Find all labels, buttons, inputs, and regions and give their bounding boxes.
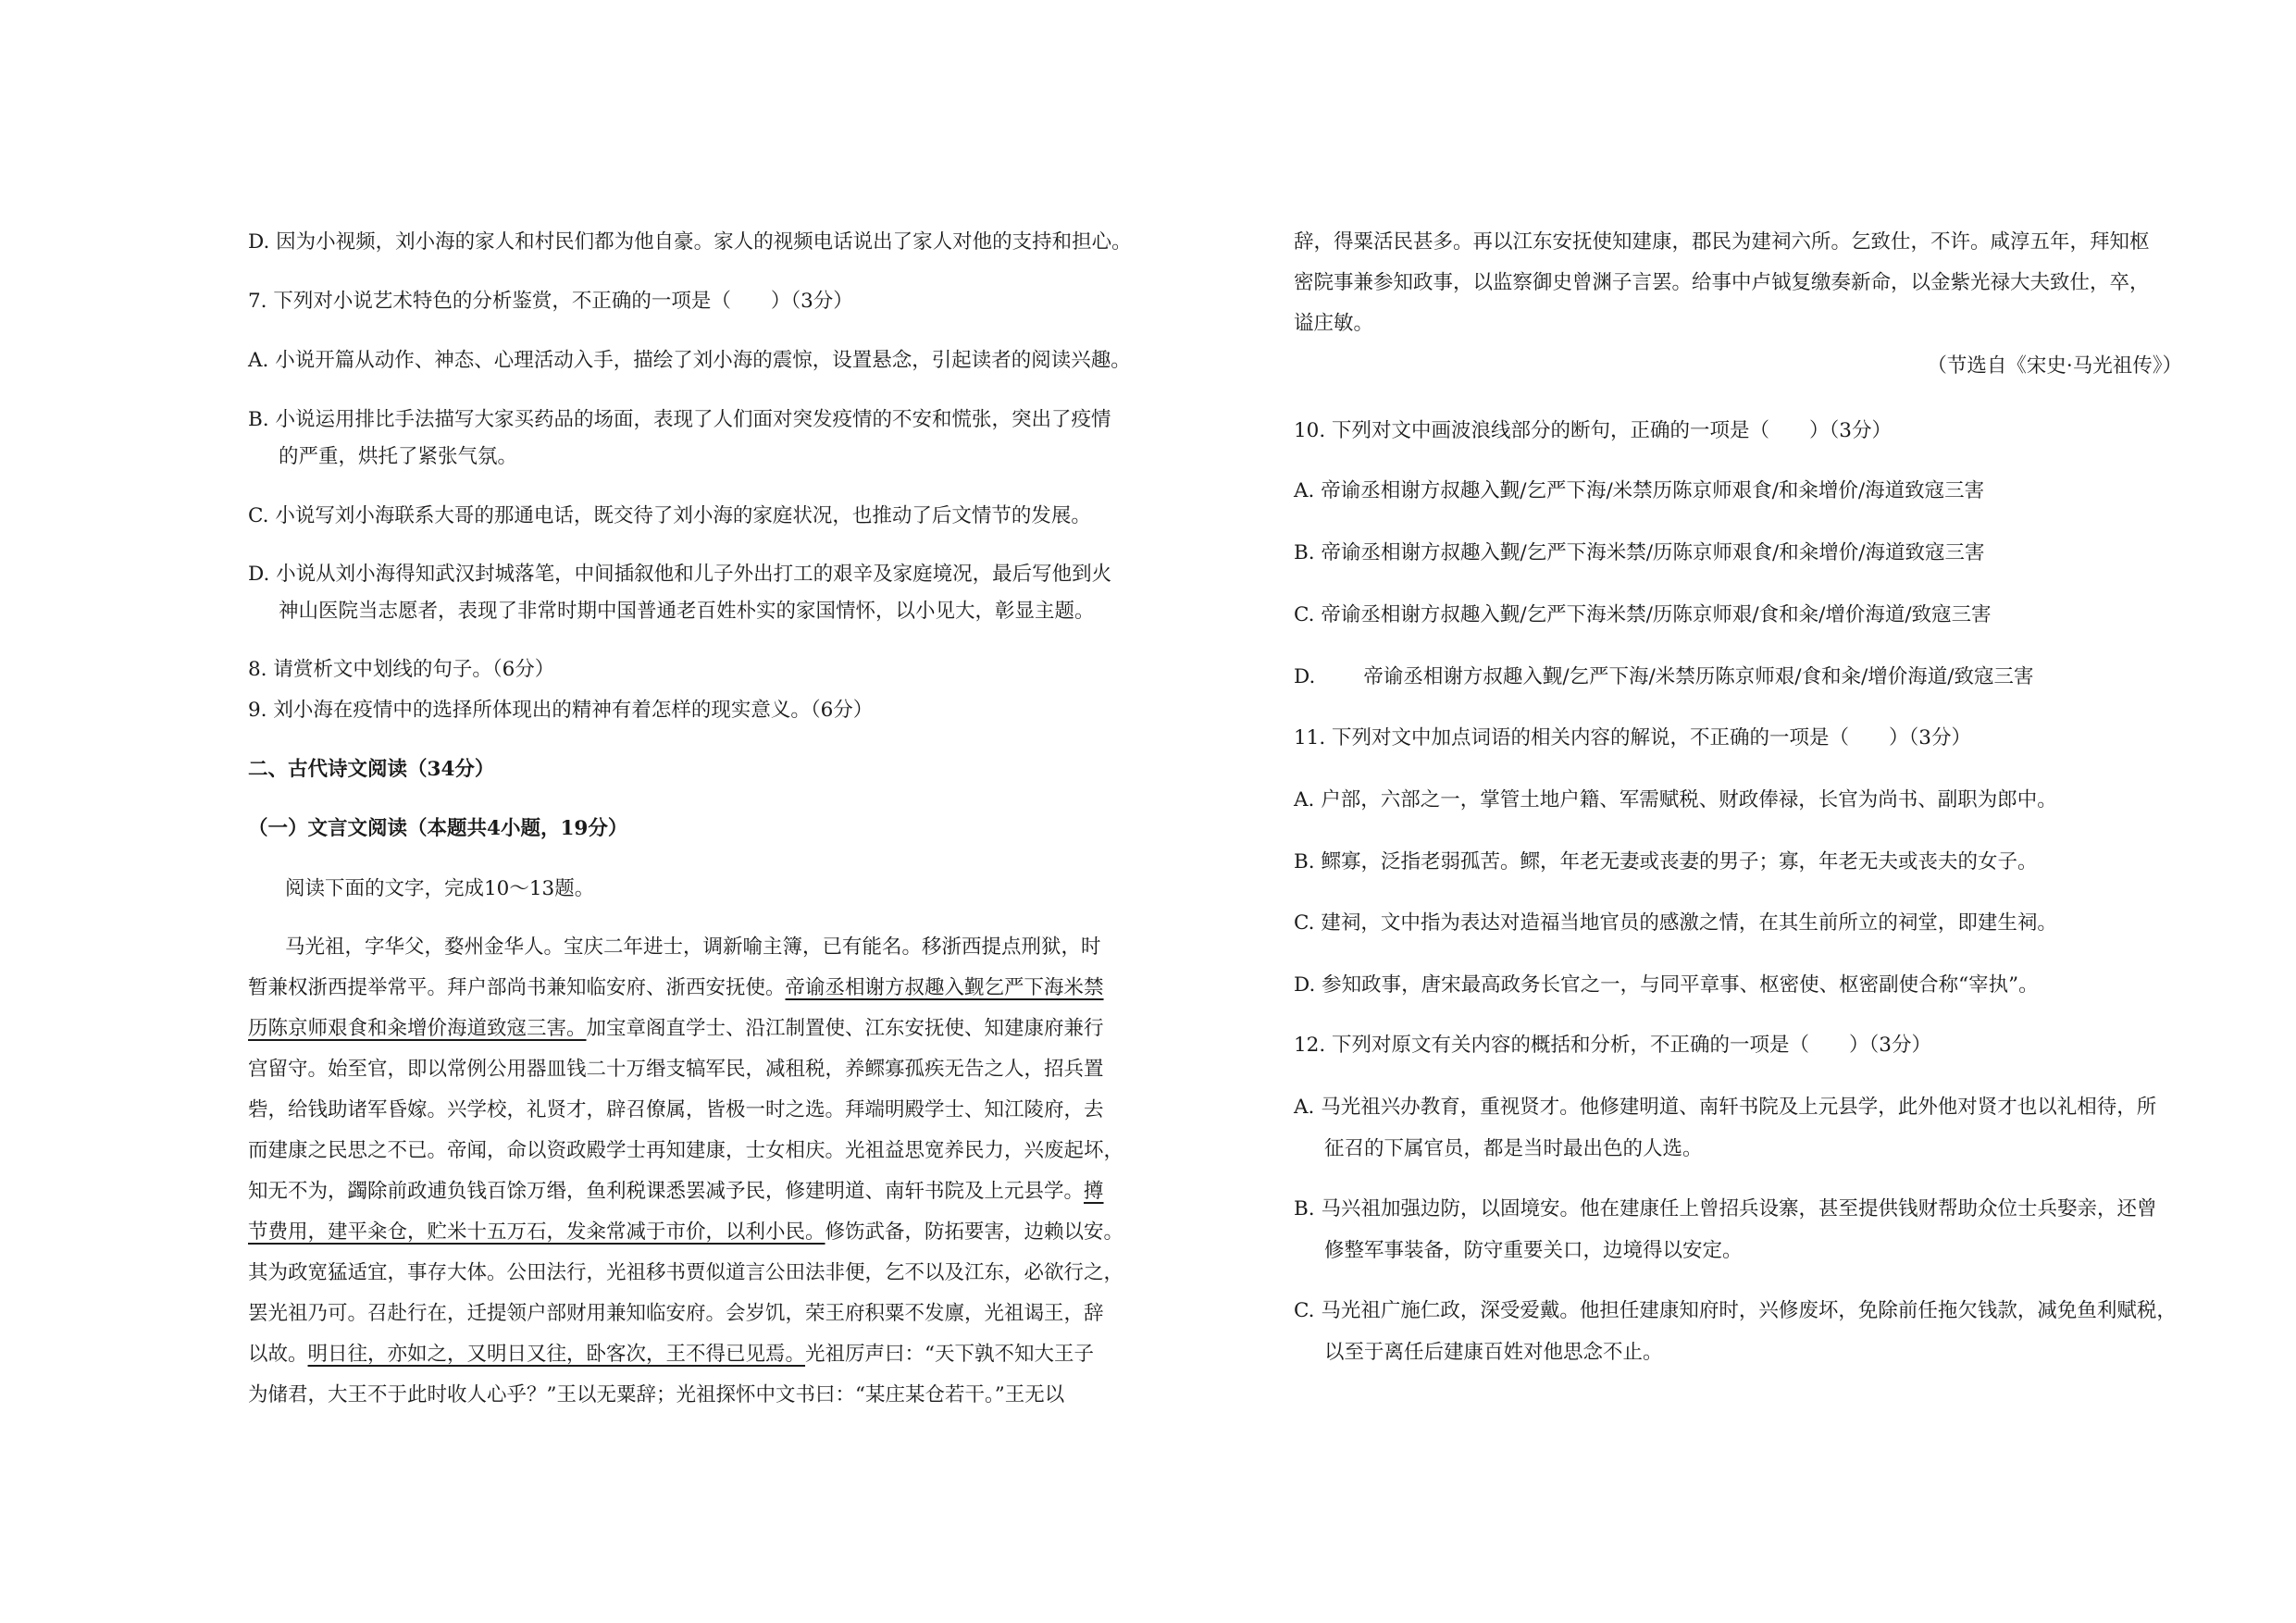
q10-stem: 10. 下列对文中画波浪线部分的断句，正确的一项是（ ）（3分） (1294, 419, 1892, 442)
q12-option-c-line1: C. 马光祖广施仁政，深受爱戴。他担任建康知府时，兴修废坏，免除前任拖欠钱款，减免鱼利赋税， (1294, 1299, 2177, 1322)
passage-line: 暂兼权浙西提举常平。拜户部尚书兼知临安府、浙西安抚使。帝谕丞相谢方叔趣入觐乞严下海米禁 (248, 976, 1104, 999)
passage-line: 辞，得粟活民甚多。再以江东安抚使知建康，郡民为建祠六所。乞致仕，不许。咸淳五年，拜知枢 (1294, 230, 2150, 254)
q8-stem: 8. 请赏析文中划线的句子。（6分） (248, 658, 555, 681)
reading-instruction: 阅读下面的文字，完成10～13题。 (285, 877, 595, 900)
passage-source: （节选自《宋史·马光祖传》） (1927, 354, 2182, 378)
passage-line: 为储君，大王不于此时收人心乎？”王以无粟辞；光祖探怀中文书曰：“某庄某仓若干。”王无以 (248, 1383, 1065, 1406)
q10-option-b: B. 帝谕丞相谢方叔趣入觐/乞严下海米禁/历陈京师艰食/和籴增价/海道致寇三害 (1294, 541, 1985, 564)
q12-option-c-line2: 以至于离任后建康百姓对他思念不止。 (1324, 1341, 1663, 1364)
passage-line: 知无不为，蠲除前政逋负钱百馀万缗，鱼利税课悉罢减予民，修建明道、南轩书院及上元县学。撙 (248, 1180, 1104, 1203)
q9-stem: 9. 刘小海在疫情中的选择所体现出的精神有着怎样的现实意义。（6分） (248, 699, 874, 722)
q12-stem: 12. 下列对原文有关内容的概括和分析，不正确的一项是（ ）（3分） (1294, 1034, 1931, 1057)
passage-line: 其为政宽猛适宜，事存大体。公田法行，光祖移书贾似道言公田法非便，乞不以及江东，必欲行之， (248, 1261, 1124, 1284)
subsection-heading-prose: （一）文言文阅读（本题共4小题，19分） (248, 817, 628, 840)
q7-stem: 7. 下列对小说艺术特色的分析鉴赏，不正确的一项是（ ）（3分） (248, 290, 853, 313)
passage-line: 以故。明日往，亦如之，又明日又往，卧客次，王不得已见焉。光祖厉声曰：“天下孰不知大王子 (248, 1343, 1095, 1366)
q11-option-c: C. 建祠，文中指为表达对造福当地官员的感激之情，在其生前所立的祠堂，即建生祠。 (1294, 911, 2057, 935)
section-heading-classical: 二、古代诗文阅读（34分） (248, 758, 495, 781)
q10-option-a: A. 帝谕丞相谢方叔趣入觐/乞严下海/米禁历陈京师艰食/和籴增价/海道致寇三害 (1294, 479, 1985, 502)
q7-option-a: A. 小说开篇从动作、神态、心理活动入手，描绘了刘小海的震惊，设置悬念，引起读者的阅读兴趣。 (248, 349, 1131, 372)
underlined-sentence-translation: 明日往，亦如之，又明日又往，卧客次，王不得已见焉。 (307, 1343, 806, 1366)
passage-line: 宫留守。始至官，即以常例公用器皿钱二十万缗支犒军民，减租税，养鳏寡孤疾无告之人，招兵置 (248, 1058, 1104, 1081)
q7-option-d-line1: D. 小说从刘小海得知武汉封城落笔，中间插叙他和儿子外出打工的艰辛及家庭境况，最后写他到火 (248, 563, 1112, 586)
passage-line: 砦，给钱助诸军昏嫁。兴学校，礼贤才，辟召僚属，皆极一时之选。拜端明殿学士、知江陵府，去 (248, 1098, 1104, 1121)
passage-line: 罢光祖乃可。召赴行在，迁提领户部财用兼知临安府。会岁饥，荣王府积粟不发廪，光祖谒王，辞 (248, 1302, 1104, 1325)
q10-option-c: C. 帝谕丞相谢方叔趣入觐/乞严下海米禁/历陈京师艰/食和籴/增价海道/致寇三害 (1294, 603, 1992, 626)
q11-option-b: B. 鳏寡，泛指老弱孤苦。鳏，年老无妻或丧妻的男子；寡，年老无夫或丧夫的女子。 (1294, 850, 2038, 873)
q12-option-b-line2: 修整军事装备，防守重要关口，边境得以安定。 (1324, 1239, 1743, 1262)
q11-option-d: D. 参知政事，唐宋最高政务长官之一，与同平章事、枢密使、枢密副使合称“宰执”。 (1294, 973, 2039, 997)
underlined-sentence-q10: 帝谕丞相谢方叔趣入觐乞严下海米禁 (785, 976, 1104, 999)
underlined-sentence-translation: 节费用，建平籴仓，贮米十五万石，发籴常减于市价，以利小民。 (248, 1220, 825, 1244)
q7-option-d-line2: 神山医院当志愿者，表现了非常时期中国普通老百姓朴实的家国情怀，以小见大，彰显主题。 (279, 600, 1095, 623)
q12-option-a-line1: A. 马光祖兴办教育，重视贤才。他修建明道、南轩书院及上元县学，此外他对贤才也以礼相待，所 (1294, 1096, 2157, 1119)
q12-option-a-line2: 征召的下属官员，都是当时最出色的人选。 (1324, 1137, 1703, 1160)
passage-line: 密院事兼参知政事，以监察御史曾渊子言罢。给事中卢钺复缴奏新命，以金紫光禄大夫致仕，卒， (1294, 271, 2150, 294)
q7-option-b-line1: B. 小说运用排比手法描写大家买药品的场面，表现了人们面对突发疫情的不安和慌张，突出了疫情 (248, 408, 1111, 431)
passage-line: 节费用，建平籴仓，贮米十五万石，发籴常减于市价，以利小民。修饬武备，防拓要害，边赖以安。 (248, 1220, 1124, 1244)
q6-option-d: D. 因为小视频，刘小海的家人和村民们都为他自豪。家人的视频电话说出了家人对他的支持和担心。 (248, 230, 1132, 254)
q10-option-d: D. 帝谕丞相谢方叔趣入觐/乞严下海/米禁历陈京师艰/食和籴/增价海道/致寇三害 (1294, 665, 2034, 688)
passage-line: 谥庄敏。 (1294, 312, 1374, 335)
q12-option-b-line1: B. 马兴祖加强边防，以固境安。他在建康任上曾招兵设寨，甚至提供钱财帮助众位士兵娶亲，还曾 (1294, 1197, 2157, 1220)
passage-line: 而建康之民思之不已。帝闻，命以资政殿学士再知建康，士女相庆。光祖益思宽养民力，兴废起坏， (248, 1139, 1124, 1162)
q7-option-c: C. 小说写刘小海联系大哥的那通电话，既交待了刘小海的家庭状况，也推动了后文情节的发展。 (248, 504, 1091, 527)
underlined-sentence-translation: 撙 (1084, 1180, 1104, 1203)
underlined-sentence-q10: 历陈京师艰食和籴增价海道致寇三害。 (248, 1017, 587, 1040)
q7-option-b-line2: 的严重，烘托了紧张气氛。 (279, 445, 518, 468)
q11-option-a: A. 户部，六部之一，掌管土地户籍、军需赋税、财政俸禄，长官为尚书、副职为郎中。 (1294, 788, 2057, 812)
passage-line: 马光祖，字华父，婺州金华人。宝庆二年进士，调新喻主簿，已有能名。移浙西提点刑狱，时 (285, 935, 1101, 959)
q11-stem: 11. 下列对文中加点词语的相关内容的解说，不正确的一项是（ ）（3分） (1294, 726, 1971, 750)
passage-line: 历陈京师艰食和籴增价海道致寇三害。加宝章阁直学士、沿江制置使、江东安抚使、知建康府兼行 (248, 1017, 1104, 1040)
